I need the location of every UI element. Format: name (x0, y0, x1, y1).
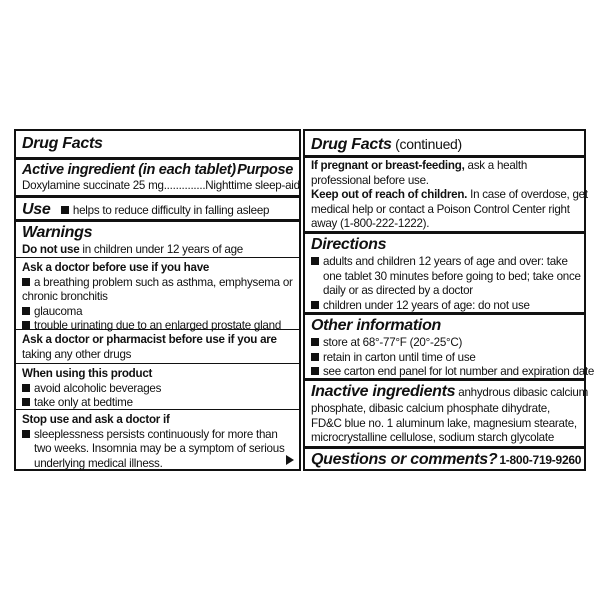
when-using-section (16, 363, 299, 411)
list-item: sleeplessness persists continuously for more than (34, 427, 278, 441)
title-section (16, 134, 299, 154)
bullet-icon (22, 307, 30, 315)
use-heading: Use (22, 201, 51, 218)
ask-doctor-heading: Ask a doctor before use if you have (22, 261, 210, 274)
list-item: retain in carton until time of use (323, 350, 476, 364)
ingredient-line: Doxylamine succinate 25 mg..............Nighttime sleep-aid (22, 179, 300, 192)
stop-use-heading: Stop use and ask a doctor if (22, 413, 170, 426)
use-section (16, 195, 299, 220)
questions-section (305, 446, 584, 470)
bullet-icon (22, 430, 30, 438)
bullet-icon (22, 398, 30, 406)
list-item: two weeks. Insomnia may be a symptom of serious (34, 442, 285, 455)
do-not-use-text: in children under 12 years of age (79, 243, 243, 256)
list-item: a breathing problem such as asthma, emphysema or (34, 275, 293, 289)
bullet-icon (22, 278, 30, 286)
pregnant-label: If pregnant or breast-feeding, (311, 159, 465, 172)
when-using-heading: When using this product (22, 367, 153, 380)
ask-pharmacist-text: taking any other drugs (22, 347, 132, 361)
inactive-ingredients-text: FD&C blue no. 1 aluminum lake, magnesium stearate, (311, 416, 577, 430)
ask-pharmacist-heading: Ask a doctor or pharmacist before use if you are (22, 333, 277, 346)
list-item: children under 12 years of age: do not use (323, 298, 530, 312)
active-ingredient-heading: Active ingredient (in each tablet) (22, 162, 236, 178)
bullet-icon (311, 353, 319, 361)
keep-out-text: In case of overdose, get (467, 188, 588, 201)
list-item: take only at bedtime (34, 396, 133, 409)
list-item: store at 68°-77°F (20°-25°C) (323, 336, 463, 349)
ask-doctor-section (16, 257, 299, 334)
title-section (305, 134, 584, 155)
drug-facts-left-panel (14, 129, 301, 471)
continued-label: (continued) (391, 136, 462, 152)
use-text: helps to reduce difficulty in falling asleep (72, 204, 270, 217)
drug-facts-title: Drug Facts (311, 136, 392, 153)
questions-heading: Questions or comments? (311, 451, 498, 468)
drug-facts-title: Drug Facts (22, 135, 103, 152)
list-item: glaucoma (34, 304, 83, 318)
list-item: avoid alcoholic beverages (34, 381, 162, 395)
keep-out-text: medical help or contact a Poison Control Center right (311, 202, 570, 216)
pregnant-text: professional before use. (311, 173, 429, 187)
directions-heading: Directions (311, 236, 387, 253)
warnings-heading: Warnings (22, 224, 93, 241)
other-information-heading: Other information (311, 317, 442, 334)
directions-section (305, 231, 584, 313)
pregnant-text: ask a health (464, 159, 528, 172)
active-ingredient-section (16, 157, 299, 194)
keep-out-text: away (1-800-222-1222). (311, 217, 430, 230)
list-item: one tablet 30 minutes before going to bed; take once (323, 269, 581, 283)
bullet-icon (61, 206, 69, 214)
pregnancy-section (305, 155, 588, 232)
continue-arrow-icon (286, 455, 294, 465)
stop-use-section (16, 409, 299, 471)
list-item: adults and children 12 years of age and over: take (323, 255, 568, 268)
ask-pharmacist-section (16, 329, 299, 362)
do-not-use-label: Do not use (22, 243, 80, 256)
bullet-icon (311, 367, 319, 375)
purpose-heading: Purpose (237, 162, 293, 178)
bullet-icon (22, 321, 30, 329)
list-item: daily or as directed by a doctor (323, 284, 473, 297)
inactive-ingredients-heading: Inactive ingredients (311, 383, 456, 400)
phone-number: 1-800-719-9260 (499, 453, 582, 467)
bullet-icon (311, 301, 319, 309)
bullet-icon (311, 338, 319, 346)
list-item: trouble urinating due to an enlarged prostate gland (34, 319, 282, 332)
inactive-ingredients-text: microcrystalline cellulose, sodium starch glycolate (311, 431, 555, 444)
keep-out-label: Keep out of reach of children. (311, 188, 468, 201)
inactive-ingredients-section (305, 378, 588, 446)
warnings-section (16, 219, 299, 258)
inactive-ingredients-text: phosphate, dibasic calcium phosphate dihydrate, (311, 402, 550, 415)
list-item: see carton end panel for lot number and expiration date (323, 365, 595, 378)
other-information-section (305, 312, 595, 380)
bullet-icon (22, 384, 30, 392)
drug-facts-right-panel (303, 129, 595, 471)
inactive-ingredients-text: anhydrous dibasic calcium (455, 386, 588, 399)
bullet-icon (311, 257, 319, 265)
list-item: chronic bronchitis (22, 290, 108, 303)
list-item: underlying medical illness. (34, 456, 163, 470)
